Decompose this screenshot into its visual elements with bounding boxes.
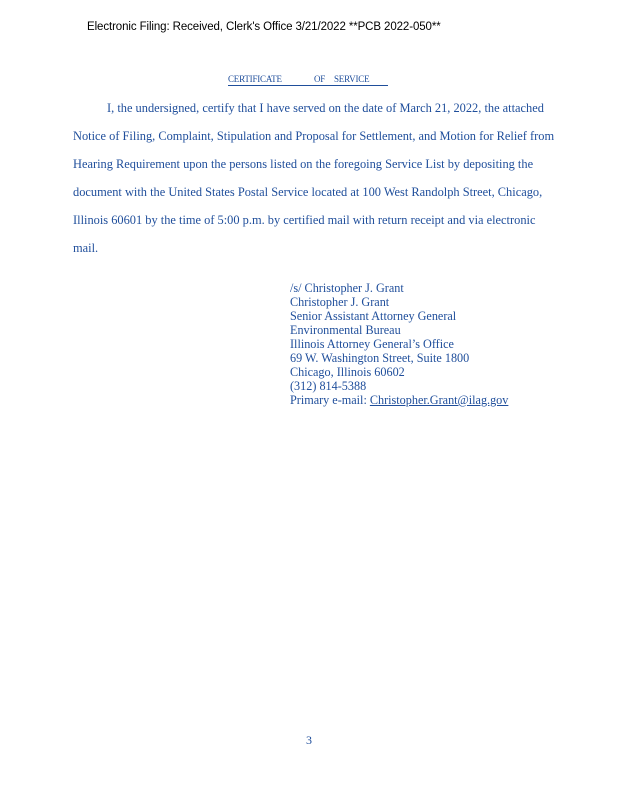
signature-block bbox=[290, 281, 610, 407]
paragraph-line: Notice of Filing, Complaint, Stipulation and Proposal for Settlement, and Motion for Relief from bbox=[73, 129, 555, 143]
page-number: 3 bbox=[306, 733, 312, 747]
signer-bureau: Environmental Bureau bbox=[290, 323, 401, 337]
certification-paragraph bbox=[73, 94, 563, 262]
paragraph-line: document with the United States Postal Service located at 100 West Randolph Street, Chicago, bbox=[73, 185, 543, 199]
signer-title: Senior Assistant Attorney General bbox=[290, 309, 457, 323]
paragraph-line: mail. bbox=[73, 241, 99, 255]
electronic-signature: /s/ Christopher J. Grant bbox=[290, 281, 404, 295]
paragraph-line: I, the undersigned, certify that I have served on the date of March 21, 2022, the attached bbox=[107, 101, 544, 115]
office-city: Chicago, Illinois 60602 bbox=[290, 365, 405, 379]
certificate-title-word: SERVICE bbox=[334, 74, 370, 84]
certificate-title-word: OF bbox=[314, 74, 326, 84]
certificate-title bbox=[228, 74, 388, 86]
paragraph-line: Illinois 60601 by the time of 5:00 p.m. by certified mail with return receipt and via electronic bbox=[73, 213, 536, 227]
paragraph-line: Hearing Requirement upon the persons listed on the foregoing Service List by depositing the bbox=[73, 157, 534, 171]
email-link[interactable]: Christopher.Grant@ilag.gov bbox=[369, 393, 509, 407]
signer-name: Christopher J. Grant bbox=[290, 295, 390, 309]
signer-email-line bbox=[290, 393, 610, 407]
signer-office: Illinois Attorney General’s Office bbox=[290, 337, 454, 351]
signer-phone: (312) 814-5388 bbox=[290, 379, 367, 393]
filing-stamp: Electronic Filing: Received, Clerk's Office 3/21/2022 **PCB 2022-050** bbox=[87, 21, 441, 33]
email-label: Primary e-mail: bbox=[290, 393, 370, 407]
certificate-title-word: CERTIFICATE bbox=[228, 74, 282, 84]
office-street: 69 W. Washington Street, Suite 1800 bbox=[290, 351, 470, 365]
